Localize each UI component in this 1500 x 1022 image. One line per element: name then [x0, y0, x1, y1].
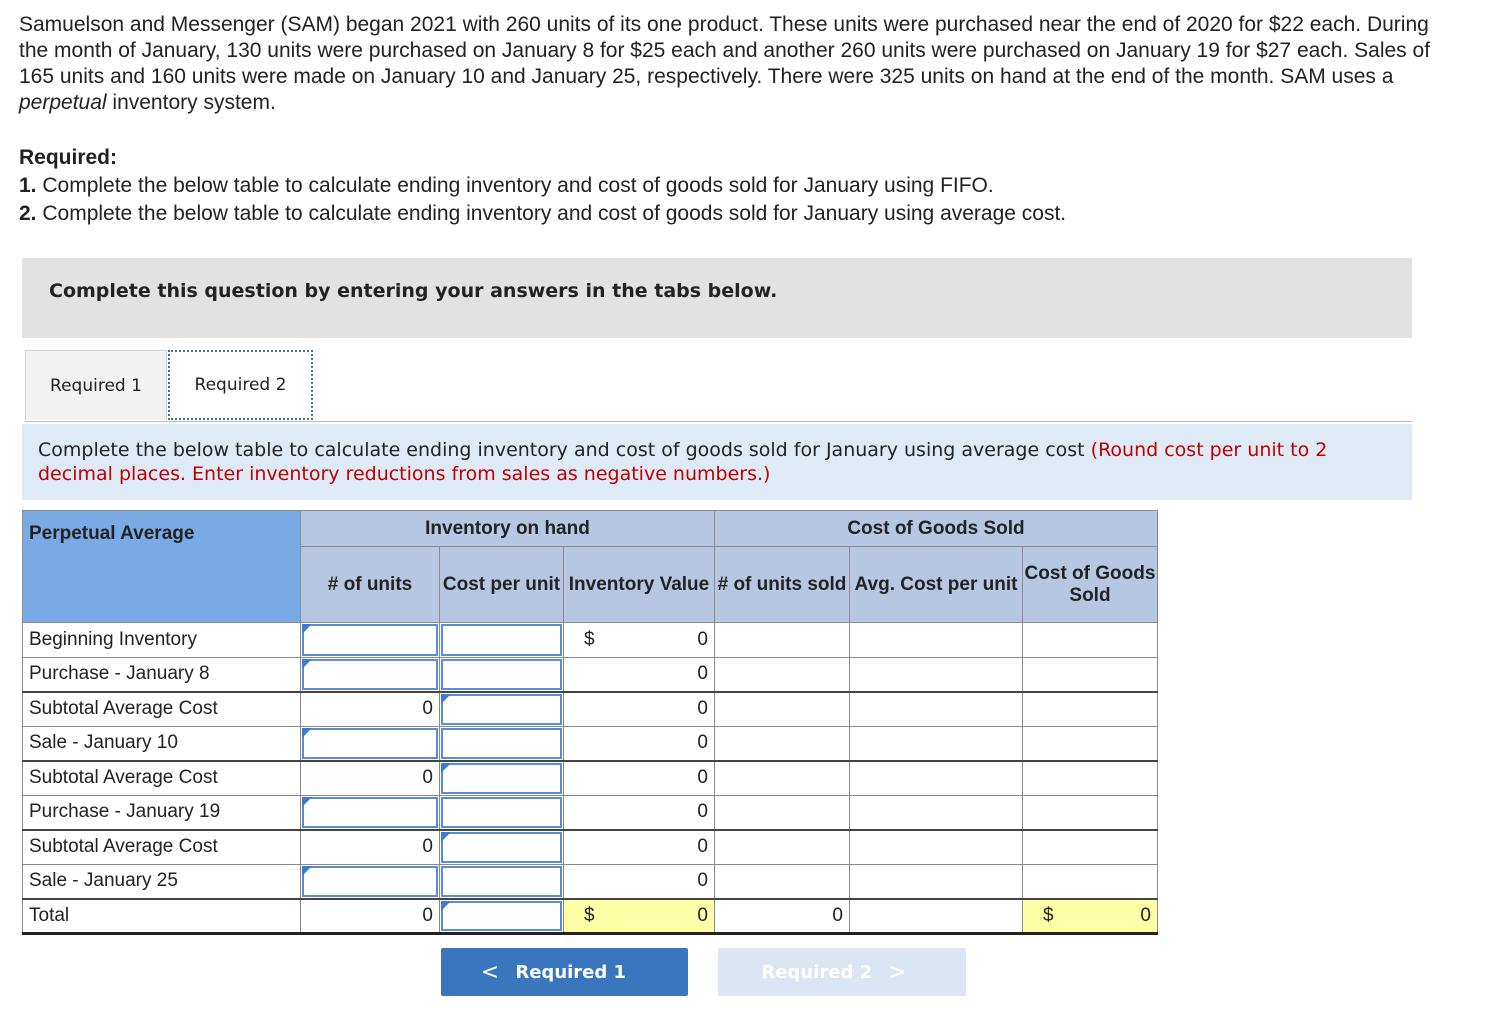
total-avg-cost-cell — [850, 899, 1023, 934]
total-units: 0 — [301, 899, 440, 934]
previous-button-label: Required 1 — [515, 961, 627, 983]
required-section — [19, 144, 1449, 228]
row-label: Subtotal Average Cost — [23, 692, 301, 727]
avg-cost-cell — [850, 623, 1023, 658]
row-label: Sale - January 10 — [23, 726, 301, 761]
required-title: Required: — [19, 146, 118, 169]
inventory-value: 0 — [564, 692, 715, 727]
table-row — [23, 830, 1158, 865]
cost-per-unit-input[interactable] — [440, 623, 564, 658]
row-label: Purchase - January 19 — [23, 795, 301, 830]
problem-text-end: inventory system. — [106, 91, 276, 114]
table-row — [23, 761, 1158, 796]
cost-per-unit-input[interactable] — [440, 692, 564, 727]
units-value: 0 — [301, 830, 440, 865]
problem-italic: perpetual — [19, 91, 107, 114]
table-row — [23, 726, 1158, 761]
inventory-value: 0 — [564, 830, 715, 865]
cost-per-unit-input[interactable] — [440, 726, 564, 761]
inventory-value: 0 — [564, 795, 715, 830]
problem-statement — [19, 12, 1449, 116]
table-row — [23, 864, 1158, 899]
cost-per-unit-input[interactable] — [440, 864, 564, 899]
inventory-value: 0 — [564, 864, 715, 899]
inventory-value: $ 0 — [564, 623, 715, 658]
problem-text: Samuelson and Messenger (SAM) began 2021 with 260 units of its one product. These units were purchased near the end of 2020 for $22 each. During the month of January, 130 units were purchased on January 8 for $25 each and another 260 units were purchased on January 19 for $27 each. Sales of 165 units and 160 units were made on January 10 and January 25, respectively. There were 325 units on hand at the end of the month. SAM uses a — [19, 13, 1431, 88]
cogs-cell — [1023, 623, 1158, 658]
inventory-value: 0 — [564, 761, 715, 796]
previous-button[interactable] — [441, 948, 688, 996]
row-label: Subtotal Average Cost — [23, 761, 301, 796]
inventory-value: 0 — [564, 657, 715, 692]
units-sold-cell — [715, 623, 850, 658]
chevron-right-icon: > — [888, 959, 907, 985]
next-button-label: Required 2 — [761, 961, 873, 983]
total-units-sold: 0 — [715, 899, 850, 934]
tab-required-1[interactable]: Required 1 — [25, 350, 167, 420]
units-value: 0 — [301, 692, 440, 727]
header-cogs: Cost of Goods Sold — [1023, 547, 1158, 623]
total-label: Total — [23, 899, 301, 934]
avg-cost-cell — [850, 726, 1023, 761]
units-sold-cell — [715, 692, 850, 727]
instruction-banner: Complete this question by entering your answers in the tabs below. — [22, 258, 1412, 338]
cogs-cell — [1023, 795, 1158, 830]
rounding-note: (Round cost per unit to 2 decimal places. Enter inventory reductions from sales as negative numbers.) — [38, 439, 1328, 485]
cogs-cell — [1023, 761, 1158, 796]
units-sold-cell — [715, 761, 850, 796]
units-sold-cell — [715, 726, 850, 761]
cogs-cell — [1023, 864, 1158, 899]
cogs-cell — [1023, 830, 1158, 865]
cost-per-unit-input[interactable] — [440, 761, 564, 796]
table-corner-title: Perpetual Average — [23, 511, 301, 623]
units-input[interactable] — [301, 726, 440, 761]
avg-cost-cell — [850, 761, 1023, 796]
units-value: 0 — [301, 761, 440, 796]
cogs-cell — [1023, 657, 1158, 692]
avg-cost-cell — [850, 864, 1023, 899]
units-sold-cell — [715, 864, 850, 899]
perpetual-average-table — [22, 510, 1158, 935]
tab-instructions: Complete the below table to calculate ending inventory and cost of goods sold for January using average cost (Round cost per unit to 2 decimal places. Enter inventory reductions from sales as negative numbers.) — [22, 424, 1412, 500]
units-sold-cell — [715, 795, 850, 830]
required-item-2: 2. Complete the below table to calculate ending inventory and cost of goods sold for January using average cost. — [19, 202, 1067, 225]
total-row — [23, 899, 1158, 934]
row-label: Sale - January 25 — [23, 864, 301, 899]
inventory-value: 0 — [564, 726, 715, 761]
avg-cost-cell — [850, 657, 1023, 692]
cost-per-unit-input[interactable] — [440, 830, 564, 865]
row-label: Beginning Inventory — [23, 623, 301, 658]
units-input[interactable] — [301, 623, 440, 658]
units-input[interactable] — [301, 864, 440, 899]
avg-cost-cell — [850, 692, 1023, 727]
next-button[interactable] — [718, 948, 966, 996]
total-inventory-value: $ 0 — [564, 899, 715, 934]
header-inventory-value: Inventory Value — [564, 547, 715, 623]
header-inventory-on-hand: Inventory on hand — [301, 511, 715, 547]
table-row — [23, 692, 1158, 727]
header-cost-of-goods-sold: Cost of Goods Sold — [715, 511, 1158, 547]
avg-cost-cell — [850, 795, 1023, 830]
units-input[interactable] — [301, 657, 440, 692]
total-cost-per-unit-input[interactable] — [440, 899, 564, 934]
table-row — [23, 657, 1158, 692]
required-item-1: 1. Complete the below table to calculate ending inventory and cost of goods sold for January using FIFO. — [19, 174, 994, 197]
tab-required-2[interactable]: Required 2 — [168, 350, 313, 420]
header-avg-cost: Avg. Cost per unit — [850, 547, 1023, 623]
total-cogs: $ 0 — [1023, 899, 1158, 934]
table-row — [23, 795, 1158, 830]
cogs-cell — [1023, 726, 1158, 761]
cogs-cell — [1023, 692, 1158, 727]
chevron-left-icon: < — [480, 959, 500, 985]
tab-divider — [25, 421, 1412, 422]
row-label: Subtotal Average Cost — [23, 830, 301, 865]
units-input[interactable] — [301, 795, 440, 830]
avg-cost-cell — [850, 830, 1023, 865]
row-label: Purchase - January 8 — [23, 657, 301, 692]
table-row — [23, 623, 1158, 658]
units-sold-cell — [715, 657, 850, 692]
cost-per-unit-input[interactable] — [440, 795, 564, 830]
header-units: # of units — [301, 547, 440, 623]
header-units-sold: # of units sold — [715, 547, 850, 623]
cost-per-unit-input[interactable] — [440, 657, 564, 692]
header-cost-per-unit: Cost per unit — [440, 547, 564, 623]
units-sold-cell — [715, 830, 850, 865]
